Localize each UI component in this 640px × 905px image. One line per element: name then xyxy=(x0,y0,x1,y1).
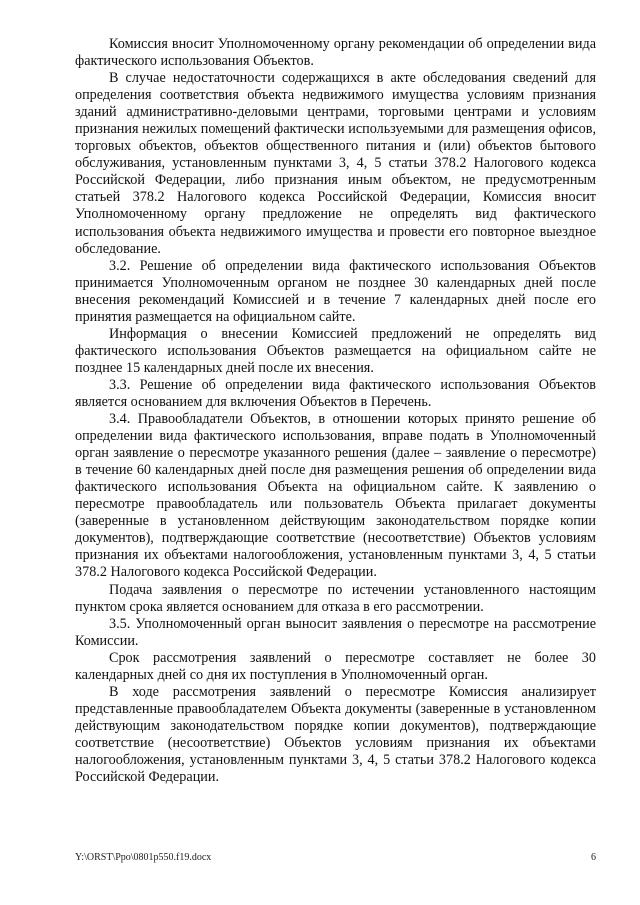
document-body xyxy=(75,36,596,786)
paragraph-3-4-appeal: 3.4. Правообладатели Объектов, в отношении которых принято решение об определении вида фактического использования, вправе подать в Уполномоченный орган заявление о пересмотре указанного решения (далее – заявление о пересмотре) в течение 60 календарных дней после дня размещения решения об определении вида фактического использования Объекта на официальном сайте. К заявлению о пересмотре правообладатель или пользователь Объекта прилагает документы (заверенные в установленном действующим законодательством порядке копии документов), подтверждающие соответствие (несоответствие) Объектов условиям признания их объектами налогообложения, установленным пунктами 3, 4, 5 статьи 378.2 Налогового кодекса Российской Федерации. xyxy=(75,411,596,581)
paragraph-3-2-decision: 3.2. Решение об определении вида фактического использования Объектов принимается Уполномоченным органом не позднее 30 календарных дней после внесения рекомендаций Комиссией и в течение 7 календарных дней после его принятия размещается на официальном сайте. xyxy=(75,257,596,325)
paragraph-late-filing: Подача заявления о пересмотре по истечении установленного настоящим пунктом срока является основанием для отказа в его рассмотрении. xyxy=(75,581,596,615)
paragraph-3-3-basis: 3.3. Решение об определении вида фактического использования Объектов является основанием для включения Объектов в Перечень. xyxy=(75,376,596,410)
paragraph-review-period: Срок рассмотрения заявлений о пересмотре составляет не более 30 календарных дней со дня их поступления в Уполномоченный орган. xyxy=(75,649,596,683)
paragraph-commission-recommendation: Комиссия вносит Уполномоченному органу рекомендации об определении вида фактического использования Объектов. xyxy=(75,36,596,70)
paragraph-3-5-review: 3.5. Уполномоченный орган выносит заявления о пересмотре на рассмотрение Комиссии. xyxy=(75,615,596,649)
paragraph-proposal-info: Информация о внесении Комиссией предложений не определять вид фактического использования Объектов размещается на официальном сайте не позднее 15 календарных дней после их внесения. xyxy=(75,325,596,376)
footer-file-path: Y:\ORST\Ppo\0801p550.f19.docx xyxy=(75,852,212,863)
page-number: 6 xyxy=(591,852,596,863)
paragraph-insufficient-data: В случае недостаточности содержащихся в акте обследования сведений для определения соответствия объекта недвижимого имущества условиям признания зданий административно-деловыми центрами, торговыми центрами и условиям признания нежилых помещений фактически используемыми для размещения офисов, торговых объектов, объектов общественного питания и (или) объектов бытового обслуживания, установленным пунктами 3, 4, 5 статьи 378.2 Налогового кодекса Российской Федерации, либо признания иным объектом, не предусмотренным статьей 378.2 Налогового кодекса Российской Федерации, Комиссия вносит Уполномоченному органу предложение не определять вид фактического использования объекта недвижимого имущества и провести его повторное выездное обследование. xyxy=(75,70,596,257)
paragraph-commission-analysis: В ходе рассмотрения заявлений о пересмотре Комиссия анализирует представленные правообладателем Объекта документы (заверенные в установленном действующим законодательством порядке копии документов), подтверждающие соответствие (несоответствие) Объектов условиям признания их объектами налогообложения, установленным пунктами 3, 4, 5 статьи 378.2 Налогового кодекса Российской Федерации. xyxy=(75,683,596,786)
